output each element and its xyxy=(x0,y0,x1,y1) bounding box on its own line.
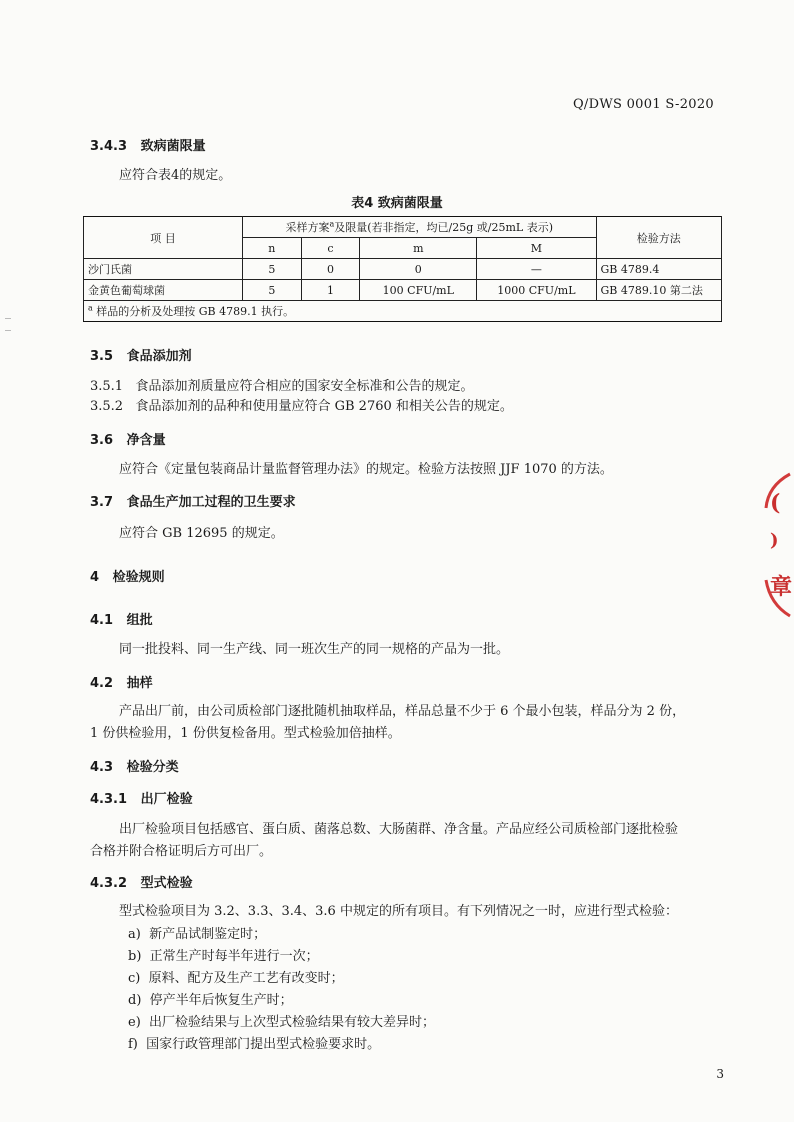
paragraph-4-2-line2: 1 份供检验用，1 份供复检备用。型式检验加倍抽样。 xyxy=(90,726,401,741)
heading-4-3: 4.3 检验分类 xyxy=(90,760,179,775)
clause-3-5-1: 3.5.1 食品添加剂质量应符合相应的国家安全标准和公告的规定。 xyxy=(90,379,474,394)
heading-4: 4 检验规则 xyxy=(90,570,165,585)
cell-m: 100 CFU/mL xyxy=(360,280,477,301)
table-title: 表4 致病菌限量 xyxy=(351,196,443,211)
heading-4-1: 4.1 组批 xyxy=(90,613,153,628)
table-note: $^a$ 样品的分析及处理按 GB 4789.1 执行。 xyxy=(84,301,722,322)
cell-n: 5 xyxy=(242,280,301,301)
cell-c: 1 xyxy=(301,280,360,301)
heading-title: 致病菌限量 xyxy=(140,139,206,154)
heading-3-5: 3.5 食品添加剂 xyxy=(90,349,192,364)
subheader-m: m xyxy=(360,238,477,259)
heading-3-4-3 xyxy=(90,135,206,154)
standard-code: Q/DWS 0001 S-2020 xyxy=(572,97,714,112)
cell-M: — xyxy=(477,259,596,280)
list-item: b) 正常生产时每半年进行一次； xyxy=(128,949,319,964)
header-sampling-plan: 采样方案$^a$及限量(若非指定，均已/25g 或/25mL 表示) xyxy=(242,217,596,238)
paragraph-4-3-1-line1: 出厂检验项目包括感官、蛋白质、菌落总数、大肠菌群、净含量。产品应经公司质检部门逐批检验 xyxy=(119,822,679,837)
pathogen-limit-table xyxy=(83,216,722,322)
list-item: d) 停产半年后恢复生产时； xyxy=(128,993,293,1008)
paragraph-4-1: 同一批投料、同一生产线、同一班次生产的同一规格的产品为一批。 xyxy=(119,642,510,657)
page-number: 3 xyxy=(716,1067,724,1081)
cell-c: 0 xyxy=(301,259,360,280)
cell-item: 沙门氏菌 xyxy=(84,259,243,280)
seal-char: ( xyxy=(770,490,781,516)
subheader-M: M xyxy=(477,238,596,259)
cell-method: GB 4789.10 第二法 xyxy=(596,280,721,301)
subheader-n: n xyxy=(242,238,301,259)
table-row xyxy=(84,259,722,280)
cell-n: 5 xyxy=(242,259,301,280)
heading-3-7: 3.7 食品生产加工过程的卫生要求 xyxy=(90,495,296,510)
paragraph-4-3-1-line2: 合格并附合格证明后方可出厂。 xyxy=(90,844,273,859)
heading-4-2: 4.2 抽样 xyxy=(90,676,153,691)
paragraph-3-6: 应符合《定量包装商品计量监督管理办法》的规定。检验方法按照 JJF 1070 的方法。 xyxy=(119,462,613,477)
cell-m: 0 xyxy=(360,259,477,280)
cell-M: 1000 CFU/mL xyxy=(477,280,596,301)
company-seal xyxy=(760,470,794,620)
list-item: a) 新产品试制鉴定时； xyxy=(128,927,267,942)
scan-mark xyxy=(5,318,11,319)
seal-char: 章 xyxy=(770,574,793,600)
cell-item: 金黄色葡萄球菌 xyxy=(84,280,243,301)
seal-char: ) xyxy=(770,530,779,551)
heading-number: 3.4.3 xyxy=(90,139,128,154)
subheader-c: c xyxy=(301,238,360,259)
paragraph-4-2-line1: 产品出厂前，由公司质检部门逐批随机抽取样品，样品总量不少于 6 个最小包装，样品分为 2 份， xyxy=(119,704,686,719)
list-item: c) 原料、配方及生产工艺有改变时； xyxy=(128,971,344,986)
cell-method: GB 4789.4 xyxy=(596,259,721,280)
paragraph-4-3-2-intro: 型式检验项目为 3.2、3.3、3.4、3.6 中规定的所有项目。有下列情况之一时，应进行型式检验： xyxy=(119,904,678,919)
header-method: 检验方法 xyxy=(596,217,721,259)
heading-3-6: 3.6 净含量 xyxy=(90,433,166,448)
table-header-row xyxy=(84,217,722,238)
paragraph-3-4-3: 应符合表4的规定。 xyxy=(119,168,232,183)
scan-mark xyxy=(5,330,11,331)
list-item: e) 出厂检验结果与上次型式检验结果有较大差异时； xyxy=(128,1015,436,1030)
clause-3-5-2: 3.5.2 食品添加剂的品种和使用量应符合 GB 2760 和相关公告的规定。 xyxy=(90,399,513,414)
heading-4-3-2: 4.3.2 型式检验 xyxy=(90,876,193,891)
paragraph-3-7: 应符合 GB 12695 的规定。 xyxy=(119,526,284,541)
header-item: 项 目 xyxy=(84,217,243,259)
list-item: f) 国家行政管理部门提出型式检验要求时。 xyxy=(128,1037,381,1052)
heading-4-3-1: 4.3.1 出厂检验 xyxy=(90,792,193,807)
table-note-row xyxy=(84,301,722,322)
table-row xyxy=(84,280,722,301)
